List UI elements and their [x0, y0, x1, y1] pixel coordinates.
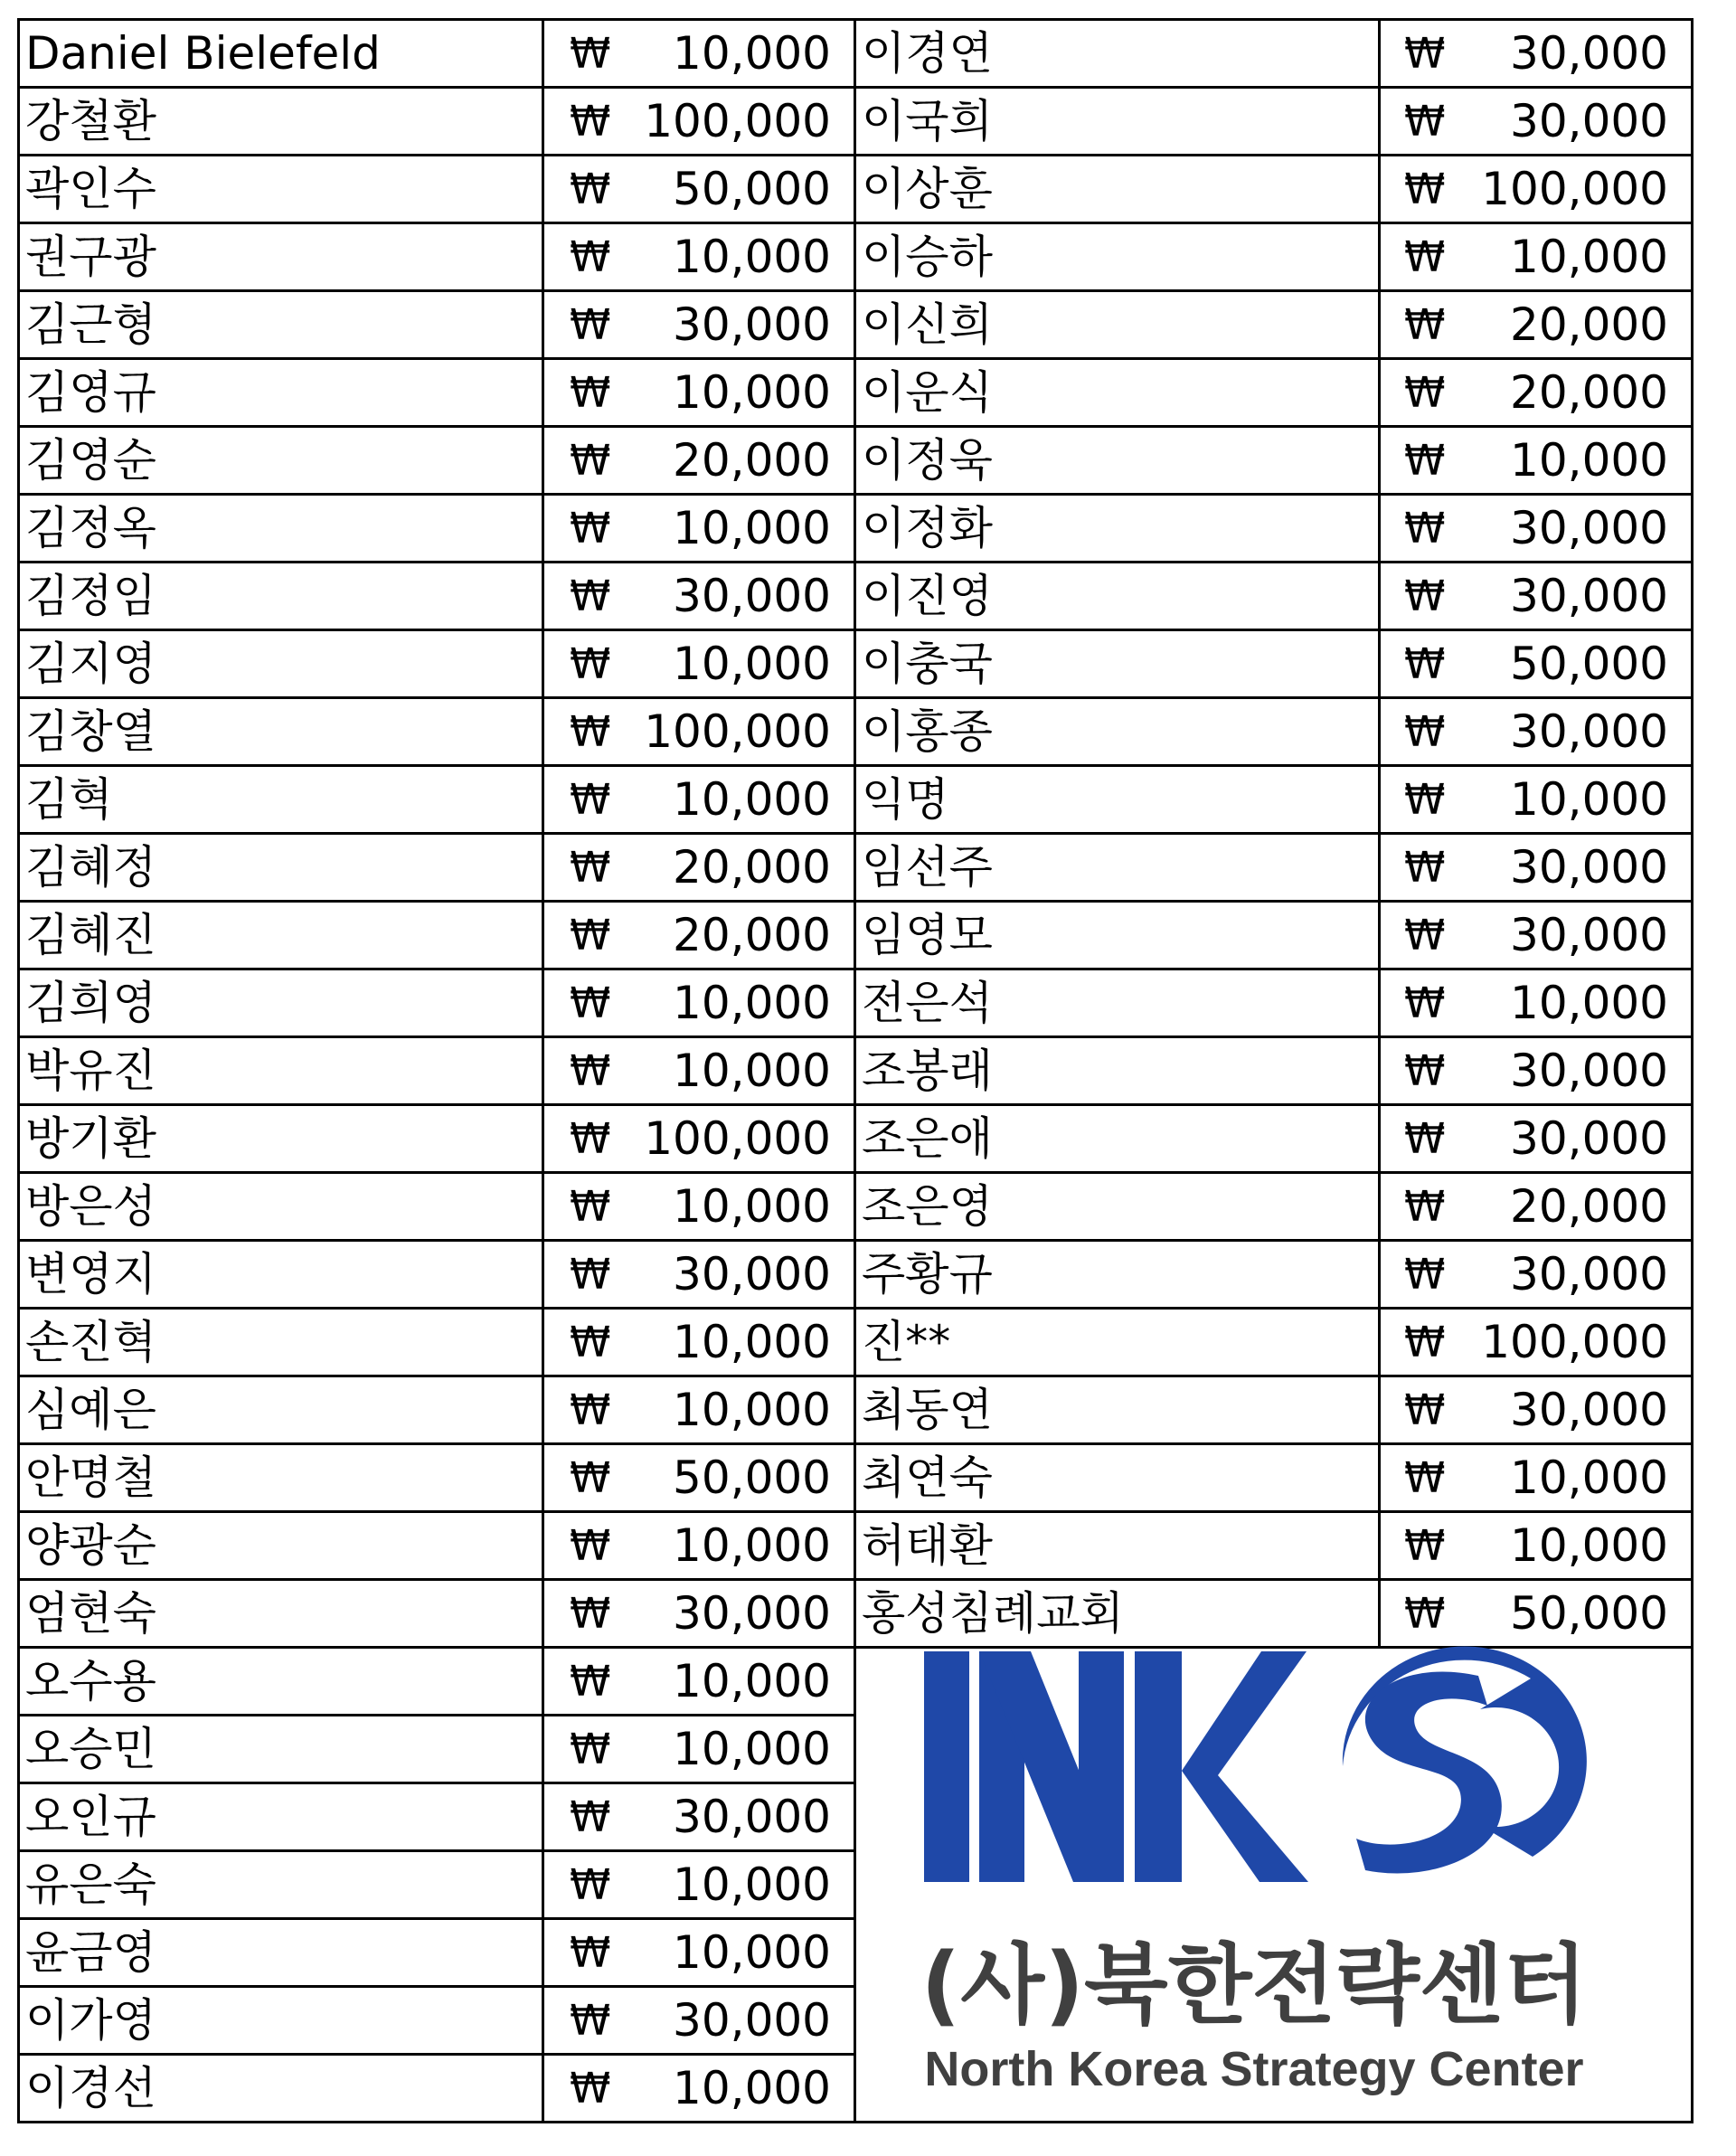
donor-name: Daniel Bielefeld: [25, 27, 381, 80]
right-donor-row: [854, 832, 1692, 900]
donation-amount: 100,000: [1481, 1316, 1668, 1368]
won-symbol: ₩: [1404, 639, 1446, 688]
donor-name: 이홍종: [862, 705, 993, 758]
left-donor-row: [18, 1171, 854, 1239]
donor-name: 오수용: [25, 1655, 156, 1707]
donor-name: 이신희: [862, 298, 993, 351]
won-symbol: ₩: [570, 29, 611, 78]
column-divider: [1378, 18, 1381, 1649]
donation-amount: 10,000: [673, 773, 831, 826]
donor-name: 최동연: [862, 1384, 993, 1436]
donor-name: 주황규: [862, 1248, 993, 1300]
right-donor-row: [854, 222, 1692, 289]
donor-name: 오인규: [25, 1791, 156, 1843]
donation-amount: 30,000: [1510, 1384, 1668, 1436]
won-symbol: ₩: [570, 436, 611, 485]
donor-name: 엄현숙: [25, 1587, 156, 1640]
left-donor-row: [18, 764, 854, 832]
won-symbol: ₩: [570, 1657, 611, 1706]
left-donor-row: [18, 1917, 854, 1985]
won-symbol: ₩: [1404, 979, 1446, 1027]
won-symbol: ₩: [1404, 1453, 1446, 1502]
left-donor-row: [18, 1849, 854, 1917]
right-donor-row: [854, 1239, 1692, 1307]
donor-name: 이가영: [25, 1994, 156, 2047]
column-divider: [542, 18, 544, 2123]
donor-name: 조은영: [862, 1180, 993, 1233]
donor-name: 진**: [862, 1316, 951, 1368]
donor-name: 김영순: [25, 434, 156, 487]
donor-name: 이경선: [25, 2062, 156, 2114]
left-donor-row: [18, 900, 854, 968]
right-donor-row: [854, 629, 1692, 696]
donation-amount: 30,000: [1510, 1248, 1668, 1300]
donor-name: 조봉래: [862, 1045, 993, 1097]
donor-name: 김영규: [25, 366, 156, 419]
won-symbol: ₩: [570, 1928, 611, 1977]
donation-amount: 10,000: [673, 1926, 831, 1979]
right-donor-row: [854, 1171, 1692, 1239]
donor-name: 이국희: [862, 95, 993, 147]
won-symbol: ₩: [570, 1725, 611, 1773]
logo-korean-name: (사)북한전략센터: [920, 1934, 1588, 2036]
right-donor-row: [854, 425, 1692, 493]
donor-name: 손진혁: [25, 1316, 156, 1368]
donor-name: 이승하: [862, 231, 993, 283]
won-symbol: ₩: [570, 300, 611, 349]
donation-amount: 20,000: [1510, 366, 1668, 419]
won-symbol: ₩: [1404, 1318, 1446, 1366]
won-symbol: ₩: [570, 97, 611, 146]
won-symbol: ₩: [570, 707, 611, 756]
donation-amount: 20,000: [1510, 298, 1668, 351]
donation-amount: 10,000: [1510, 434, 1668, 487]
donor-name: 윤금영: [25, 1926, 156, 1979]
left-donor-row: [18, 1510, 854, 1578]
donor-name: 곽인수: [25, 163, 156, 215]
won-symbol: ₩: [570, 368, 611, 417]
donor-name: 방기환: [25, 1112, 156, 1165]
right-donor-row: [854, 696, 1692, 764]
won-symbol: ₩: [570, 1996, 611, 2045]
donation-amount: 10,000: [673, 977, 831, 1029]
won-symbol: ₩: [1404, 97, 1446, 146]
won-symbol: ₩: [570, 911, 611, 960]
left-donor-row: [18, 154, 854, 222]
left-donor-row: [18, 1375, 854, 1442]
donation-amount: 20,000: [1510, 1180, 1668, 1233]
right-donor-row: [854, 1307, 1692, 1375]
donation-amount: 20,000: [673, 434, 831, 487]
donor-name: 김근형: [25, 298, 156, 351]
donor-name: 임영모: [862, 909, 993, 961]
donor-name: 김정옥: [25, 502, 156, 554]
donor-name: 이상훈: [862, 163, 993, 215]
donation-amount: 10,000: [1510, 977, 1668, 1029]
won-symbol: ₩: [570, 843, 611, 892]
donation-amount: 100,000: [644, 1112, 831, 1165]
donor-name: 안명철: [25, 1452, 156, 1504]
won-symbol: ₩: [1404, 368, 1446, 417]
donation-amount: 10,000: [1510, 773, 1668, 826]
table-border-left: [17, 18, 20, 2123]
donation-amount: 30,000: [1510, 502, 1668, 554]
right-donor-row: [854, 289, 1692, 357]
donor-name: 방은성: [25, 1180, 156, 1233]
donation-amount: 10,000: [673, 2062, 831, 2114]
won-symbol: ₩: [1404, 911, 1446, 960]
donation-amount: 30,000: [673, 1587, 831, 1640]
right-donor-row: [854, 357, 1692, 425]
donation-amount: 30,000: [673, 298, 831, 351]
right-donor-row: [854, 1510, 1692, 1578]
donation-amount: 30,000: [673, 1994, 831, 2047]
won-symbol: ₩: [1404, 504, 1446, 553]
won-symbol: ₩: [1404, 1385, 1446, 1434]
donor-name: 양광순: [25, 1519, 156, 1572]
won-symbol: ₩: [570, 504, 611, 553]
donation-amount: 30,000: [1510, 909, 1668, 961]
donation-amount: 10,000: [673, 1723, 831, 1775]
donor-name: 김혁: [25, 773, 113, 826]
left-donor-row: [18, 1782, 854, 1849]
left-donor-row: [18, 289, 854, 357]
won-symbol: ₩: [1404, 1521, 1446, 1570]
right-donor-row: [854, 900, 1692, 968]
left-donor-row: [18, 832, 854, 900]
left-donor-row: [18, 1985, 854, 2053]
left-donor-row: [18, 1714, 854, 1782]
donation-amount: 100,000: [1481, 163, 1668, 215]
won-symbol: ₩: [1404, 436, 1446, 485]
donation-amount: 30,000: [1510, 1112, 1668, 1165]
won-symbol: ₩: [570, 1318, 611, 1366]
donation-amount: 10,000: [673, 366, 831, 419]
won-symbol: ₩: [1404, 1114, 1446, 1163]
donation-amount: 10,000: [673, 27, 831, 80]
left-donor-row: [18, 357, 854, 425]
left-donor-row: [18, 425, 854, 493]
donation-amount: 30,000: [673, 1791, 831, 1843]
donation-amount: 10,000: [673, 502, 831, 554]
won-symbol: ₩: [1404, 1589, 1446, 1638]
right-donor-row: [854, 86, 1692, 154]
won-symbol: ₩: [1404, 232, 1446, 281]
donor-name: 김희영: [25, 977, 156, 1029]
donor-name: 심예은: [25, 1384, 156, 1436]
won-symbol: ₩: [570, 1046, 611, 1095]
donation-amount: 10,000: [1510, 231, 1668, 283]
left-donor-row: [18, 18, 854, 86]
donor-name: 변영지: [25, 1248, 156, 1300]
right-donor-row: [854, 1035, 1692, 1103]
donation-amount: 30,000: [673, 570, 831, 622]
donation-amount: 30,000: [1510, 570, 1668, 622]
left-donor-row: [18, 1103, 854, 1171]
left-donor-row: [18, 86, 854, 154]
left-donor-row: [18, 222, 854, 289]
donor-name: 유은숙: [25, 1858, 156, 1911]
won-symbol: ₩: [570, 1521, 611, 1570]
won-symbol: ₩: [1404, 843, 1446, 892]
left-donor-row: [18, 1307, 854, 1375]
won-symbol: ₩: [1404, 29, 1446, 78]
donation-amount: 10,000: [1510, 1452, 1668, 1504]
donor-name: 김지영: [25, 638, 156, 690]
donor-name: 홍성침례교회: [862, 1587, 1124, 1640]
donation-amount: 100,000: [644, 705, 831, 758]
donation-amount: 30,000: [1510, 1045, 1668, 1097]
won-symbol: ₩: [570, 2064, 611, 2113]
donation-amount: 50,000: [673, 163, 831, 215]
right-donor-row: [854, 154, 1692, 222]
donation-amount: 50,000: [1510, 1587, 1668, 1640]
donation-amount: 50,000: [1510, 638, 1668, 690]
left-donor-row: [18, 696, 854, 764]
won-symbol: ₩: [1404, 300, 1446, 349]
won-symbol: ₩: [570, 232, 611, 281]
donation-amount: 10,000: [673, 1858, 831, 1911]
donor-name: 조은애: [862, 1112, 993, 1165]
donation-amount: 30,000: [673, 1248, 831, 1300]
right-donor-row: [854, 561, 1692, 629]
table-border-bottom: [18, 2121, 1692, 2123]
donation-amount: 10,000: [673, 1655, 831, 1707]
donor-name: 이경연: [862, 27, 993, 80]
donation-amount: 10,000: [673, 1045, 831, 1097]
donor-name: 김혜진: [25, 909, 156, 961]
donation-amount: 30,000: [1510, 95, 1668, 147]
right-donor-row: [854, 764, 1692, 832]
won-symbol: ₩: [1404, 707, 1446, 756]
won-symbol: ₩: [1404, 1046, 1446, 1095]
donor-name: 이정화: [862, 502, 993, 554]
left-donor-row: [18, 968, 854, 1035]
nks-logo: [836, 1635, 1674, 2105]
donation-amount: 30,000: [1510, 705, 1668, 758]
left-donor-row: [18, 1239, 854, 1307]
left-donor-row: [18, 2053, 854, 2121]
donor-name: 이진영: [862, 570, 993, 622]
donation-amount: 20,000: [673, 909, 831, 961]
donor-name: 이운식: [862, 366, 993, 419]
donor-name: 강철환: [25, 95, 156, 147]
donor-name: 이충국: [862, 638, 993, 690]
donation-amount: 10,000: [1510, 1519, 1668, 1572]
donor-name: 김혜정: [25, 841, 156, 894]
won-symbol: ₩: [570, 1792, 611, 1841]
donation-amount: 10,000: [673, 1519, 831, 1572]
donation-amount: 10,000: [673, 231, 831, 283]
won-symbol: ₩: [1404, 1250, 1446, 1299]
left-donor-row: [18, 561, 854, 629]
donation-amount: 30,000: [1510, 27, 1668, 80]
logo-english-name: North Korea Strategy Center: [924, 2042, 1584, 2096]
won-symbol: ₩: [570, 1453, 611, 1502]
left-donor-row: [18, 1442, 854, 1510]
left-donor-row: [18, 493, 854, 561]
left-donor-row: [18, 1035, 854, 1103]
donation-amount: 100,000: [644, 95, 831, 147]
won-symbol: ₩: [1404, 572, 1446, 620]
won-symbol: ₩: [570, 572, 611, 620]
won-symbol: ₩: [570, 1385, 611, 1434]
donor-name: 익명: [862, 773, 949, 826]
right-donor-row: [854, 1375, 1692, 1442]
donor-name: 이정욱: [862, 434, 993, 487]
left-donor-row: [18, 629, 854, 696]
won-symbol: ₩: [1404, 1182, 1446, 1231]
right-donor-row: [854, 18, 1692, 86]
left-donor-row: [18, 1578, 854, 1646]
left-donor-row: [18, 1646, 854, 1714]
donor-name: 오승민: [25, 1723, 156, 1775]
donor-name: 최연숙: [862, 1452, 993, 1504]
donation-amount: 10,000: [673, 1316, 831, 1368]
table-border-right: [1691, 18, 1694, 2123]
won-symbol: ₩: [570, 1250, 611, 1299]
donor-name: 박유진: [25, 1045, 156, 1097]
right-donor-row: [854, 968, 1692, 1035]
won-symbol: ₩: [570, 1114, 611, 1163]
donor-name: 허태환: [862, 1519, 993, 1572]
won-symbol: ₩: [1404, 775, 1446, 824]
won-symbol: ₩: [1404, 165, 1446, 213]
donation-amount: 20,000: [673, 841, 831, 894]
right-donor-row: [854, 493, 1692, 561]
won-symbol: ₩: [570, 775, 611, 824]
won-symbol: ₩: [570, 165, 611, 213]
donor-name: 전은석: [862, 977, 993, 1029]
donor-name: 김창열: [25, 705, 156, 758]
won-symbol: ₩: [570, 1860, 611, 1909]
donation-amount: 10,000: [673, 638, 831, 690]
donor-name: 임선주: [862, 841, 993, 894]
donation-amount: 50,000: [673, 1452, 831, 1504]
donation-amount: 10,000: [673, 1384, 831, 1436]
donation-amount: 10,000: [673, 1180, 831, 1233]
won-symbol: ₩: [570, 1589, 611, 1638]
donation-amount: 30,000: [1510, 841, 1668, 894]
won-symbol: ₩: [570, 639, 611, 688]
right-donor-row: [854, 1442, 1692, 1510]
donor-name: 김정임: [25, 570, 156, 622]
right-donor-row: [854, 1103, 1692, 1171]
won-symbol: ₩: [570, 979, 611, 1027]
won-symbol: ₩: [570, 1182, 611, 1231]
nks-logo-mark: [836, 1635, 1674, 2105]
donor-name: 권구광: [25, 231, 156, 283]
